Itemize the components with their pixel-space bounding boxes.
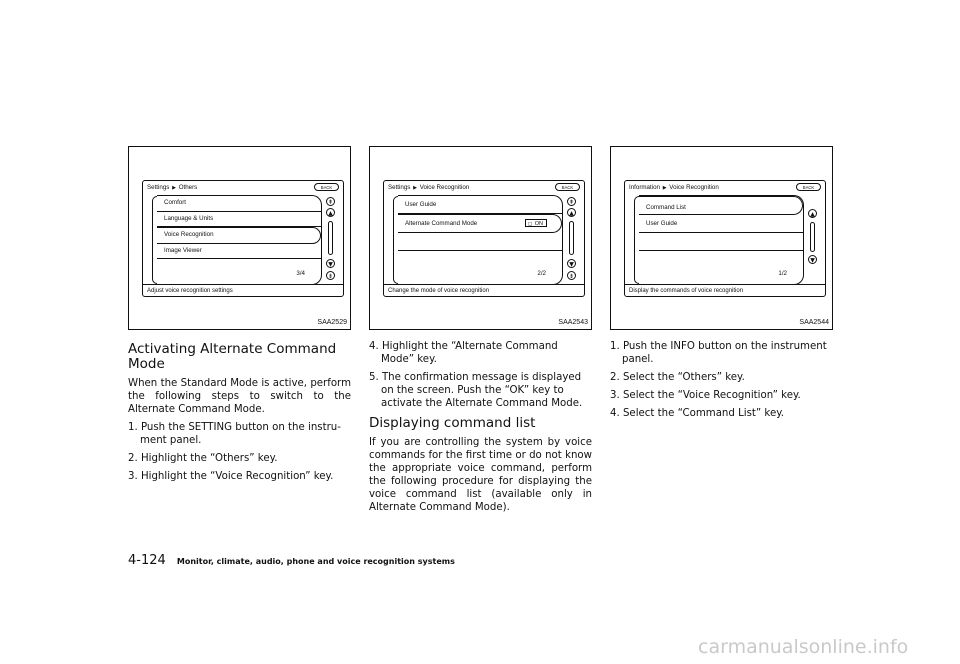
steps-list [369, 340, 592, 410]
screen-breadcrumb: Information ▶ Voice Recognition [629, 184, 719, 191]
watermark: carmanualsonline.info [698, 636, 909, 658]
section-text [610, 340, 833, 420]
scroll-rail [569, 221, 574, 255]
scroll-up-icon: ▲ [326, 208, 335, 217]
page-up-icon: ⇞ [327, 199, 334, 206]
step-item: 4. Select the “Command List” key. [610, 408, 785, 419]
figure-code: SAA2529 [317, 319, 347, 326]
menu-item [398, 251, 562, 266]
page-indicator: 3/4 [296, 270, 305, 277]
menu-item: Image Viewer [157, 244, 321, 260]
body-paragraph: If you are controlling the system by voice commands for the first time or do not know the appropriate voice command, perform the following procedure for displaying the voice command list (available only in Alternate Command Mode). [369, 437, 592, 513]
section-text [128, 342, 351, 483]
back-button: BACK [796, 183, 821, 191]
menu-item-highlighted: Voice Recognition [157, 227, 321, 244]
column-3 [610, 146, 833, 425]
step-item: 2. Select the “Others” key. [610, 372, 745, 383]
footer-divider [384, 284, 584, 285]
step-item: 3. Highlight the “Voice Recognition” key. [128, 471, 334, 482]
display-screen [624, 180, 826, 297]
page-down-icon: ⇟ [568, 273, 575, 280]
page-footer [128, 549, 455, 568]
screen-hint: Change the mode of voice recognition [388, 288, 490, 294]
page-down-icon: ⇟ [327, 273, 334, 280]
steps-list [128, 421, 351, 483]
screen-hint: Display the commands of voice recognition [629, 288, 744, 294]
step-item: 3. Select the “Voice Recognition” key. [610, 390, 801, 401]
back-button: BACK [555, 183, 580, 191]
scroll-up-icon: ▲ [567, 208, 576, 217]
display-screen [383, 180, 585, 297]
figure-saa2529 [128, 146, 351, 330]
scroll-controls [805, 197, 821, 283]
step-item: 5. The confirmation message is displayed on the screen. Push the “OK” key to activate the Alternate Command Mode. [369, 372, 583, 409]
menu-item-highlighted: Alternate Command Mode ◻ ON [398, 214, 562, 233]
column-1 [128, 146, 351, 488]
scroll-rail [810, 222, 815, 252]
figure-code: SAA2544 [799, 319, 829, 326]
step-item: 2. Highlight the “Others” key. [128, 453, 278, 464]
menu-item [398, 233, 562, 251]
menu-item [639, 251, 803, 266]
display-screen [142, 180, 344, 297]
back-button: BACK [314, 183, 339, 191]
step-item: 4. Highlight the “Alternate Command Mode” key. [369, 341, 558, 365]
scroll-controls [323, 197, 339, 283]
figure-code: SAA2543 [558, 319, 588, 326]
page-up-icon: ⇞ [568, 199, 575, 206]
page-indicator: 1/2 [778, 270, 787, 277]
scroll-down-icon: ▼ [326, 259, 335, 268]
menu-item-highlighted: Command List [639, 196, 803, 215]
menu-item: User Guide [398, 196, 562, 214]
footer-divider [625, 284, 825, 285]
screen-breadcrumb: Settings ▶ Others [147, 184, 198, 191]
screen-breadcrumb: Settings ▶ Voice Recognition [388, 184, 470, 191]
scroll-up-icon: ▲ [808, 209, 817, 218]
footer-divider [143, 284, 343, 285]
scroll-down-icon: ▼ [808, 255, 817, 264]
page-indicator: 2/2 [537, 270, 546, 277]
figure-saa2544 [610, 146, 833, 330]
scroll-controls [564, 197, 580, 283]
section-text [369, 340, 592, 514]
scroll-rail [328, 221, 333, 255]
menu-item [639, 233, 803, 251]
step-item: 1. Push the INFO button on the instrument panel. [610, 341, 827, 365]
section-heading: Displaying command list [369, 415, 536, 431]
steps-list [610, 340, 833, 420]
column-2 [369, 146, 592, 514]
section-heading: Activating Alternate Command Mode [128, 341, 337, 372]
menu-item: User Guide [639, 215, 803, 233]
figure-saa2543 [369, 146, 592, 330]
screen-hint: Adjust voice recognition settings [147, 288, 233, 294]
menu-item: Comfort [157, 196, 321, 212]
step-item: 1. Push the SETTING button on the instru- ment panel. [128, 422, 341, 446]
intro-paragraph: When the Standard Mode is active, perform the following steps to switch to the Alternate Command Mode. [128, 378, 351, 415]
on-indicator: ◻ ON [525, 219, 547, 227]
chapter-title: Monitor, climate, audio, phone and voice recognition systems [176, 557, 455, 566]
menu-item: Language & Units [157, 212, 321, 228]
page-number: 4-124 [128, 553, 166, 568]
scroll-down-icon: ▼ [567, 259, 576, 268]
